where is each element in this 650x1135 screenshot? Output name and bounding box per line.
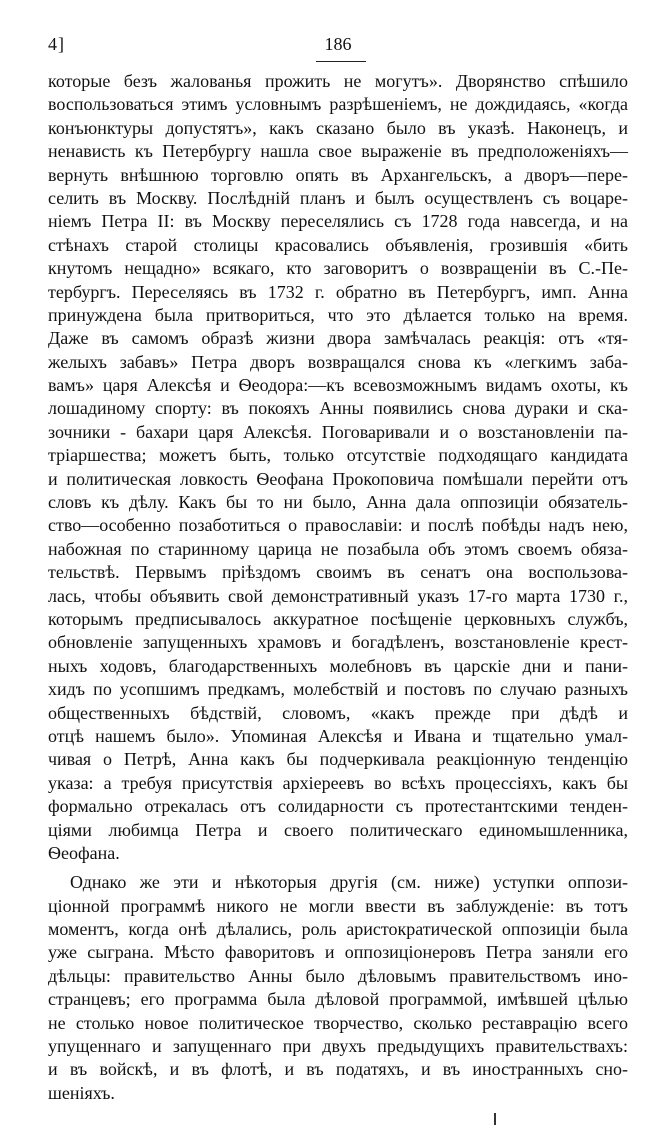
text-line: уже сыграна. Мѣсто фаворитовъ и оппозиціонеровъ Петра заняли его [48, 942, 628, 963]
text-line: моментъ, когда онѣ дѣлались, роль аристократической оппозиціи была [48, 919, 628, 940]
text-line: воспользоваться этимъ условнымъ разрѣшеніемъ, не дождидаясь, «когда [48, 94, 628, 115]
text-line: Однако же эти и нѣкоторыя другія (см. ниже) уступки оппози- [70, 872, 628, 893]
page-header [48, 34, 628, 64]
text-line: которые безъ жалованья прожить не могутъ». Дворянство спѣшило [48, 71, 628, 91]
text-line: тельствѣ. Первымъ пріѣздомъ своимъ въ сенатъ она воспользова- [48, 562, 628, 583]
text-line: которымъ предписывалось аккуратное посѣщеніе церковныхъ службъ, [48, 608, 628, 629]
text-line: конъюнктуры допустятъ», какъ сказано было въ указѣ. Наконецъ, и [48, 117, 628, 138]
page-number: 186 [324, 34, 352, 54]
text-line: селить въ Москву. Послѣдній планъ и былъ осуществленъ съ воцаре- [48, 187, 628, 208]
text-line: хидъ по усопшимъ предкамъ, молебствій и постовъ по случаю разныхъ [48, 679, 628, 700]
text-line: обновленіе запущенныхъ храмовъ и богадѣленъ, возстановленіе крест- [48, 632, 628, 653]
text-line: лась, чтобы объявить свой демонстративный указъ 17-го марта 1730 г., [48, 585, 628, 606]
text-line: принуждена была притвориться, что это дѣлается только на время. [48, 304, 628, 325]
text-line: шеніяхъ. [48, 1082, 115, 1103]
text-line: ціями любимца Петра и своего политическаго единомышленника, [48, 819, 628, 840]
text-line: вернуть внѣшнюю торговлю опять въ Архангельскъ, а дворъ—пере- [48, 164, 628, 185]
text-line: желыхъ забавъ» Петра дворъ возвращался снова къ «легкимъ заба- [48, 351, 628, 372]
text-line: формально отрекалась отъ солидарности съ протестантскими тенден- [48, 796, 628, 817]
print-mark [494, 1113, 496, 1125]
paragraph [48, 871, 628, 1105]
text-line: общественныхъ бѣдствій, словомъ, «какъ прежде при дѣдѣ и [48, 702, 628, 723]
text-line: набожная по старинному царица не позабыла объ этомъ своемъ обяза- [48, 538, 628, 559]
paragraph [48, 70, 628, 865]
text-line: тербургъ. Переселяясь въ 1732 г. обратно въ Петербургъ, имп. Анна [48, 281, 628, 302]
text-line: упущеннаго и запущеннаго при двухъ предыдущихъ правительствахъ: [48, 1036, 628, 1057]
text-line: ніемъ Петра II: въ Москву переселялись съ 1728 года навсегда, и на [48, 211, 628, 232]
text-line: чивая о Петрѣ, Анна какъ бы подчеркивала реакціонную тенденцію [48, 749, 628, 770]
text-line: ціонной программѣ никого не могли ввести въ заблужденіе: въ тотъ [48, 895, 628, 916]
text-line: дѣльцы: правительство Анны было дѣловымъ правительствомъ ино- [48, 965, 628, 986]
text-line: стѣнахъ старой столицы красовались объявленія, грозившія «бить [48, 234, 628, 255]
text-line: не столько новое политическое творчество, сколько реставрацію всего [48, 1012, 628, 1033]
text-line: ныхъ ходовъ, благодарственныхъ молебновъ въ царскіе дни и пани- [48, 655, 628, 676]
text-line: зочники - бахари царя Алексѣя. Поговаривали и о возстановленіи па- [48, 421, 628, 442]
text-line: указа: а требуя присутствія архіереевъ во всѣхъ процессіяхъ, какъ бы [48, 772, 628, 793]
text-line: и въ войскѣ, и въ флотѣ, и въ податяхъ, и въ иностранныхъ сно- [48, 1059, 628, 1080]
text-line: Ѳеофана. [48, 842, 120, 863]
text-line: Даже въ самомъ образѣ жизни двора замѣчалась реакція: отъ «тя- [48, 328, 628, 349]
text-line: ненависть къ Петербургу нашла свое выраженіе въ предположеніяхъ— [48, 141, 628, 162]
text-line: словъ къ дѣлу. Какъ бы то ни было, Анна дала оппозиціи обязатель- [48, 492, 628, 513]
text-line: ство—особенно позаботиться о православіи: и послѣ побѣды надъ нею, [48, 515, 628, 536]
section-mark: 4] [48, 34, 65, 54]
text-line: вамъ» царя Алексѣя и Ѳеодора:—къ всевозможнымъ видамъ охоты, къ [48, 375, 628, 396]
text-line: кнутомъ нещадно» всякаго, кто заговоритъ о возвращеніи въ С.-Пе- [48, 258, 628, 279]
text-line: тріаршества; можетъ быть, только отсутствіе подходящаго кандидата [48, 445, 628, 466]
body-text [48, 70, 628, 1105]
header-rule [316, 61, 366, 62]
text-line: странцевъ; его программа была дѣловой программой, имѣвшей цѣлью [48, 989, 628, 1010]
text-line: и политическая ловкость Ѳеофана Прокоповича помѣшали перейти отъ [48, 468, 628, 489]
text-line: лошадиному спорту: въ покояхъ Анны появились снова дураки и ска- [48, 398, 628, 419]
text-line: отцѣ нашемъ было». Упоминая Алексѣя и Ивана и тщательно умал- [48, 725, 628, 746]
